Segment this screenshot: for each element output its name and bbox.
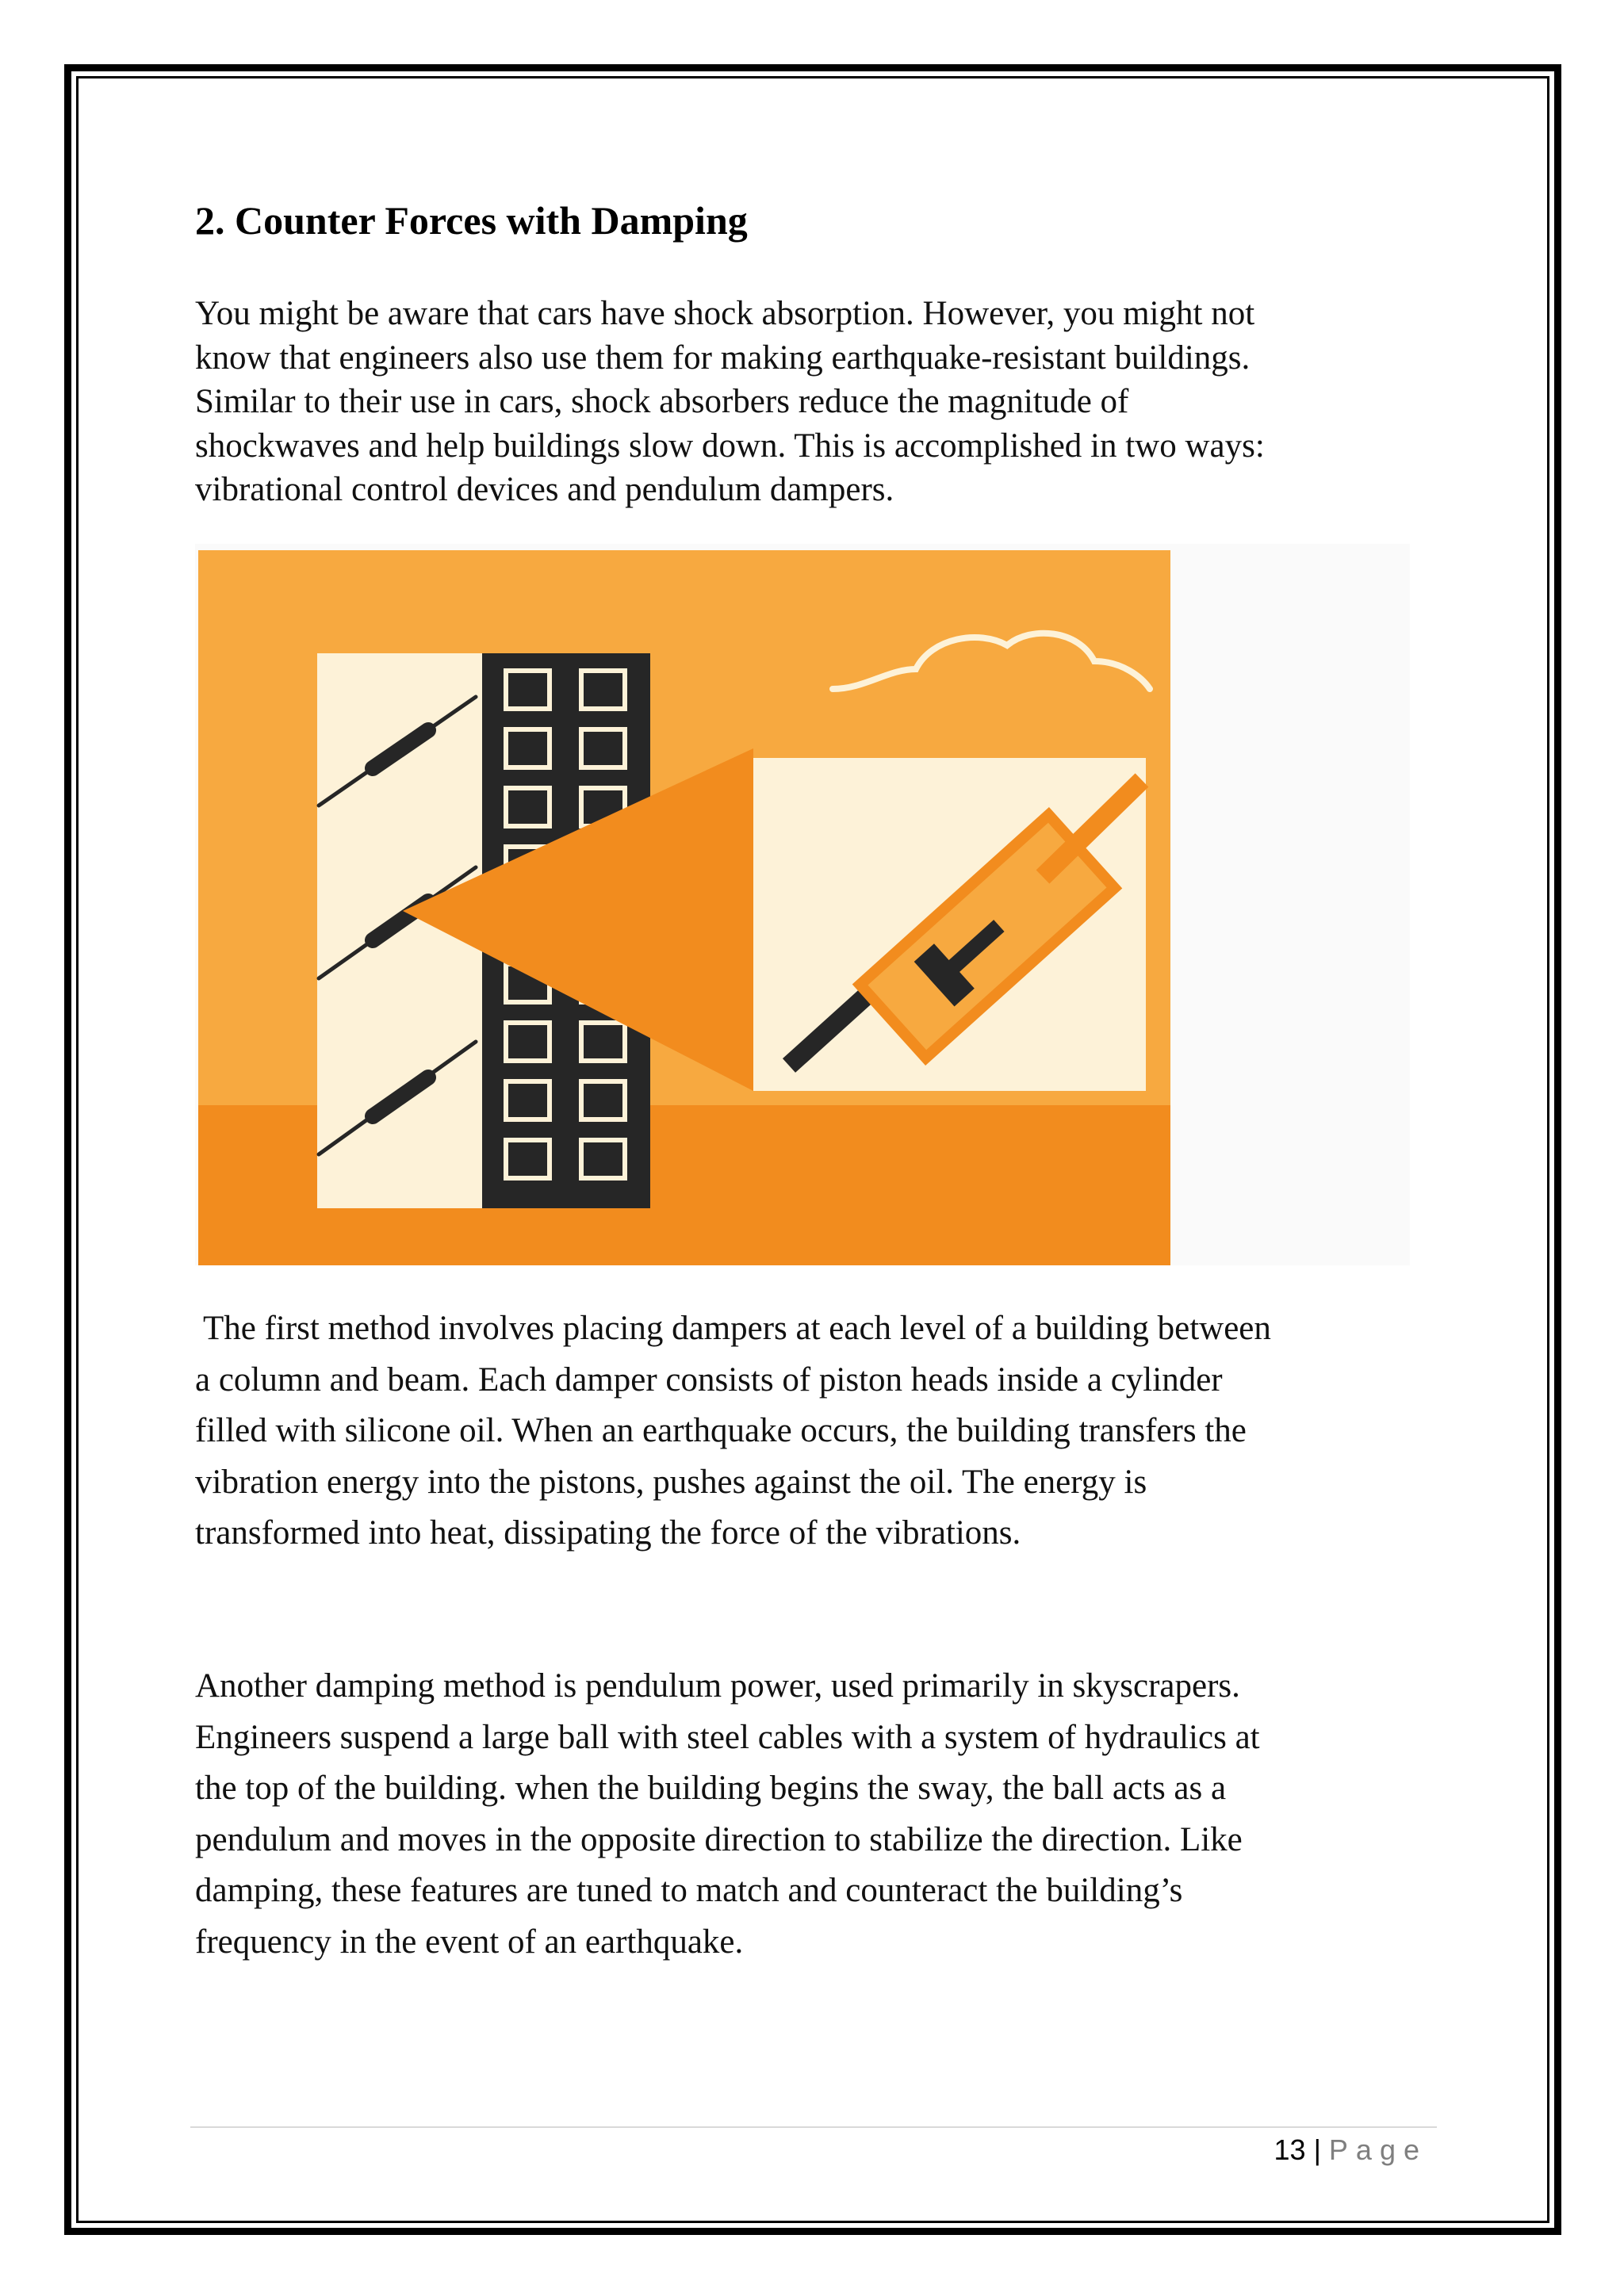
text-line: Another damping method is pendulum power, used primarily in skyscrapers. [195, 1667, 1240, 1705]
text-line: vibrational control devices and pendulum dampers. [195, 471, 894, 508]
footer-divider [190, 2126, 1437, 2128]
footer-separator: | [1313, 2133, 1321, 2166]
text-line: You might be aware that cars have shock absorption. However, you might not [195, 295, 1255, 332]
page-label: Page [1328, 2133, 1427, 2166]
text-line: Engineers suspend a large ball with steel cables with a system of hydraulics at [195, 1718, 1260, 1756]
text-line: know that engineers also use them for making earthquake-resistant buildings. [195, 339, 1251, 377]
text-line: filled with silicone oil. When an earthquake occurs, the building transfers the [195, 1412, 1247, 1449]
text-line: Similar to their use in cars, shock absorbers reduce the magnitude of [195, 383, 1129, 420]
second-method-paragraph [195, 1661, 1260, 1968]
text-line: frequency in the event of an earthquake. [195, 1923, 744, 1961]
section-heading: 2. Counter Forces with Damping [195, 198, 748, 243]
text-line: the top of the building. when the building begins the sway, the ball acts as a [195, 1770, 1227, 1807]
text-line: The first method involves placing dampers at each level of a building between [195, 1310, 1271, 1347]
first-method-paragraph [195, 1303, 1271, 1559]
damper-illustration [198, 550, 1170, 1265]
damper-illustration-frame [195, 544, 1410, 1265]
text-line: transformed into heat, dissipating the force of the vibrations. [195, 1514, 1021, 1552]
text-line: a column and beam. Each damper consists of piston heads inside a cylinder [195, 1360, 1223, 1399]
page-number: 13 [1274, 2133, 1306, 2166]
text-line: damping, these features are tuned to match and counteract the building’s [195, 1872, 1183, 1909]
intro-paragraph [195, 292, 1265, 512]
text-line: vibration energy into the pistons, pushes against the oil. The energy is [195, 1463, 1147, 1501]
text-line: shockwaves and help buildings slow down. This is accomplished in two ways: [195, 427, 1265, 465]
text-line: pendulum and moves in the opposite direction to stabilize the direction. Like [195, 1820, 1243, 1858]
page-footer [1274, 2133, 1427, 2168]
